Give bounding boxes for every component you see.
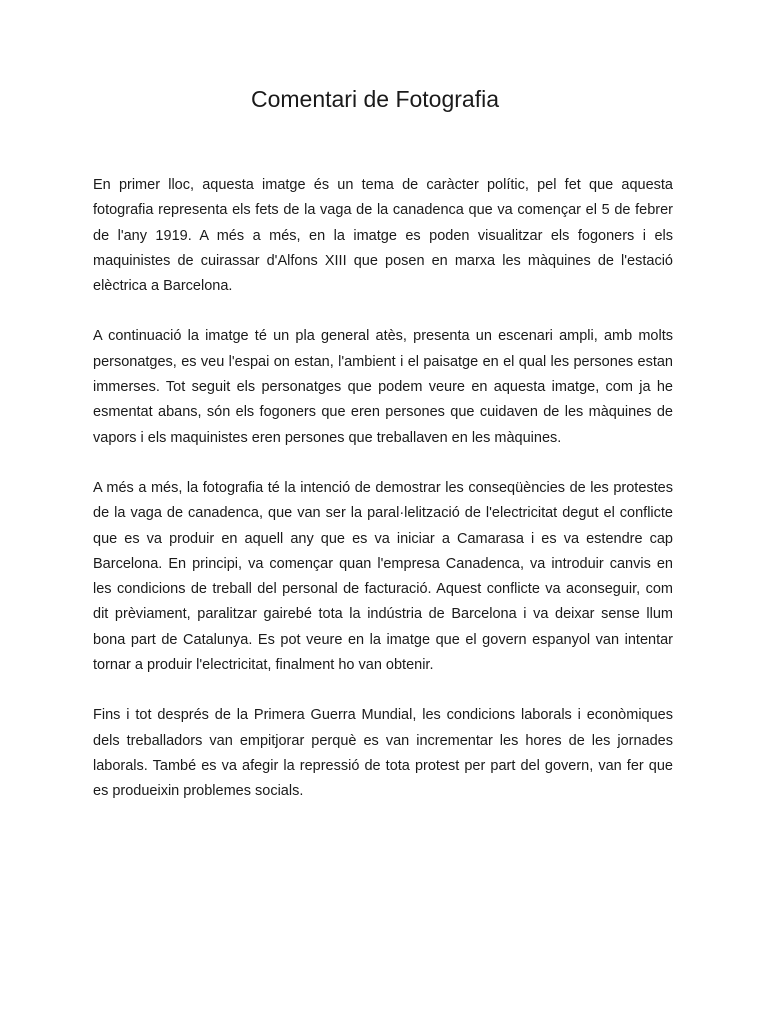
paragraph-4: Fins i tot després de la Primera Guerra Mundial, les condicions laborals i econòmiques dels treballadors van empitjorar perquè es van incrementar les hores de les jornades laborals. També es va afegir la repressió de tota protest per part del govern, van fer que es produeixin problemes socials. <box>93 707 673 800</box>
paragraph-2: A continuació la imatge té un pla general atès, presenta un escenari ampli, amb molts personatges, es veu l'espai on estan, l'ambient i el paisatge en el qual les persones estan immerses. Tot seguit els personatges que podem veure en aquesta imatge, com ja he esmentat abans, són els fogoners que eren persones que cuidaven de les màquines de vapors i els maquinistes eren persones que treballaven en les màquines. <box>93 328 673 446</box>
document-title: Comentari de Fotografia <box>250 86 499 112</box>
document-body <box>93 173 673 830</box>
paragraph-3: A més a més, la fotografia té la intenció de demostrar les conseqüències de les protestes de la vaga de canadenca, que van ser la paral·lelització de l'electricitat degut el conflicte que es va produir en aquell any que es va iniciar a Camarasa i es va estendre cap Barcelona. En principi, va començar quan l'empresa Canadenca, va introduir canvis en les condicions de treball del personal de facturació. Aquest conflicte va aconseguir, com dit prèviament, paralitzar gairebé tota la indústria de Barcelona i va deixar sense llum bona part de Catalunya. Es pot veure en la imatge que el govern espanyol van intentar tornar a produir l'electricitat, finalment ho van obtenir. <box>93 479 673 674</box>
paragraph-1: En primer lloc, aquesta imatge és un tema de caràcter polític, pel fet que aquesta fotografia representa els fets de la vaga de la canadenca que va començar el 5 de febrer de l'any 1919. A més a més, en la imatge es poden visualitzar els fogoners i els maquinistes de cuirassar d'Alfons XIII que posen en marxa les màquines de l'estació elèctrica a Barcelona. <box>93 177 673 295</box>
